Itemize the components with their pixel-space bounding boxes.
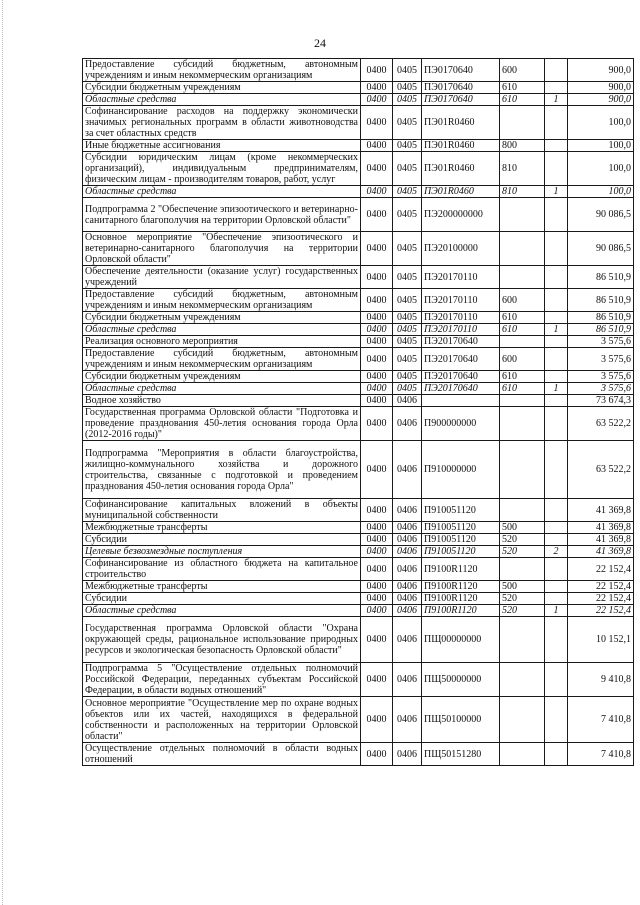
table-row <box>83 558 634 581</box>
table-cell-target-code: ПЭ20170110 <box>422 266 500 289</box>
table-cell-subsection: 0406 <box>393 534 422 546</box>
table-row <box>83 94 634 106</box>
table-cell-amount: 900,0 <box>568 82 634 94</box>
table-row <box>83 371 634 383</box>
table-cell-section: 0400 <box>361 593 393 605</box>
table-cell-section: 0400 <box>361 617 393 663</box>
table-cell-target-code: ПЭ01R0460 <box>422 140 500 152</box>
table-row <box>83 312 634 324</box>
table-cell-section: 0400 <box>361 581 393 593</box>
table-cell-name: Иные бюджетные ассигнования <box>83 140 361 152</box>
table-cell-subsection: 0405 <box>393 371 422 383</box>
table-cell-name: Субсидии бюджетным учреждениям <box>83 371 361 383</box>
table-cell-amount: 7 410,8 <box>568 743 634 766</box>
table-row <box>83 499 634 522</box>
table-cell-subsection: 0405 <box>393 383 422 395</box>
table-cell-source <box>545 395 568 407</box>
table-cell-section: 0400 <box>361 558 393 581</box>
table-cell-subsection: 0405 <box>393 336 422 348</box>
table-cell-section: 0400 <box>361 348 393 371</box>
table-row <box>83 106 634 140</box>
table-cell-name: Обеспечение деятельности (оказание услуг) государственных учреждений <box>83 266 361 289</box>
table-cell-name: Государственная программа Орловской области "Подготовка и проведение празднования 450-летия основания города Орла (2012-2016 годы)" <box>83 407 361 441</box>
table-cell-section: 0400 <box>361 106 393 140</box>
table-cell-target-code: ПЭ20170110 <box>422 312 500 324</box>
table-cell-target-code: П9100R1120 <box>422 605 500 617</box>
table-row <box>83 743 634 766</box>
table-cell-subsection: 0406 <box>393 499 422 522</box>
table-cell-target-code: ПЩ00000000 <box>422 617 500 663</box>
table-cell-expense-type: 610 <box>500 383 545 395</box>
table-cell-section: 0400 <box>361 152 393 186</box>
table-cell-target-code: ПЭ20170640 <box>422 383 500 395</box>
table-cell-expense-type <box>500 697 545 743</box>
table-cell-target-code: ПЭ20170640 <box>422 371 500 383</box>
table-cell-subsection: 0406 <box>393 663 422 697</box>
table-cell-expense-type: 610 <box>500 94 545 106</box>
table-cell-source <box>545 558 568 581</box>
table-row <box>83 581 634 593</box>
table-cell-subsection: 0406 <box>393 522 422 534</box>
table-cell-target-code: П910051120 <box>422 499 500 522</box>
table-cell-name: Предоставление субсидий бюджетным, автономным учреждениям и иным некоммерческим организациям <box>83 59 361 82</box>
table-cell-source <box>545 289 568 312</box>
table-cell-section: 0400 <box>361 94 393 106</box>
table-cell-target-code <box>422 395 500 407</box>
table-cell-name: Государственная программа Орловской области "Охрана окружающей среды, рациональное использование природных ресурсов и экологическая безопасность Орловской области" <box>83 617 361 663</box>
table-cell-expense-type: 810 <box>500 186 545 198</box>
table-cell-amount: 100,0 <box>568 186 634 198</box>
table-cell-target-code: ПЭ200000000 <box>422 198 500 232</box>
table-cell-amount: 86 510,9 <box>568 324 634 336</box>
table-cell-expense-type: 610 <box>500 82 545 94</box>
table-cell-name: Межбюджетные трансферты <box>83 522 361 534</box>
table-cell-expense-type: 600 <box>500 289 545 312</box>
table-cell-source <box>545 407 568 441</box>
table-cell-section: 0400 <box>361 395 393 407</box>
table-cell-expense-type <box>500 106 545 140</box>
table-cell-source <box>545 82 568 94</box>
table-cell-target-code: П900000000 <box>422 407 500 441</box>
table-cell-subsection: 0406 <box>393 407 422 441</box>
table-cell-target-code: П9100R1120 <box>422 581 500 593</box>
table-cell-section: 0400 <box>361 336 393 348</box>
table-cell-source: 1 <box>545 324 568 336</box>
table-cell-target-code: ПЭ01R0460 <box>422 106 500 140</box>
table-row <box>83 546 634 558</box>
table-cell-amount: 63 522,2 <box>568 407 634 441</box>
table-cell-source <box>545 534 568 546</box>
table-cell-expense-type <box>500 407 545 441</box>
table-cell-amount: 86 510,9 <box>568 312 634 324</box>
table-cell-expense-type: 610 <box>500 371 545 383</box>
table-cell-subsection: 0406 <box>393 605 422 617</box>
table-cell-target-code: П9100R1120 <box>422 593 500 605</box>
table-cell-name: Субсидии бюджетным учреждениям <box>83 82 361 94</box>
table-cell-target-code: ПЭ0170640 <box>422 59 500 82</box>
table-cell-section: 0400 <box>361 312 393 324</box>
table-cell-target-code: ПЭ01R0460 <box>422 186 500 198</box>
table-cell-source: 1 <box>545 94 568 106</box>
table-cell-amount: 100,0 <box>568 152 634 186</box>
table-cell-source <box>545 106 568 140</box>
table-row <box>83 605 634 617</box>
table-cell-amount: 100,0 <box>568 140 634 152</box>
table-cell-name: Софинансирование капитальных вложений в объекты муниципальной собственности <box>83 499 361 522</box>
table-cell-source <box>545 743 568 766</box>
table-cell-name: Областные средства <box>83 605 361 617</box>
table-cell-name: Межбюджетные трансферты <box>83 581 361 593</box>
table-cell-target-code: П910051120 <box>422 546 500 558</box>
table-row <box>83 266 634 289</box>
table-row <box>83 232 634 266</box>
table-row <box>83 348 634 371</box>
table-cell-expense-type: 500 <box>500 522 545 534</box>
table-cell-target-code: П9100R1120 <box>422 558 500 581</box>
table-cell-source <box>545 581 568 593</box>
table-cell-subsection: 0406 <box>393 581 422 593</box>
table-row <box>83 324 634 336</box>
table-cell-amount: 100,0 <box>568 106 634 140</box>
table-row <box>83 59 634 82</box>
table-cell-subsection: 0406 <box>393 395 422 407</box>
table-cell-target-code: ПЭ20170640 <box>422 336 500 348</box>
table-cell-amount: 3 575,6 <box>568 371 634 383</box>
table-row <box>83 395 634 407</box>
table-cell-target-code: ПЩ50100000 <box>422 697 500 743</box>
table-cell-subsection: 0405 <box>393 232 422 266</box>
table-cell-section: 0400 <box>361 697 393 743</box>
table-cell-expense-type <box>500 663 545 697</box>
table-cell-subsection: 0405 <box>393 312 422 324</box>
table-cell-source <box>545 232 568 266</box>
table-cell-name: Субсидии <box>83 534 361 546</box>
table-cell-expense-type <box>500 232 545 266</box>
table-cell-section: 0400 <box>361 383 393 395</box>
table-cell-subsection: 0405 <box>393 266 422 289</box>
table-cell-target-code: П910000000 <box>422 441 500 499</box>
table-cell-expense-type <box>500 266 545 289</box>
table-cell-amount: 63 522,2 <box>568 441 634 499</box>
table-cell-expense-type: 520 <box>500 593 545 605</box>
table-cell-amount: 22 152,4 <box>568 581 634 593</box>
table-row <box>83 140 634 152</box>
table-row <box>83 697 634 743</box>
budget-table <box>82 58 634 766</box>
table-row <box>83 186 634 198</box>
table-cell-subsection: 0405 <box>393 198 422 232</box>
table-cell-target-code: П910051120 <box>422 522 500 534</box>
table-cell-subsection: 0406 <box>393 617 422 663</box>
table-cell-target-code: ПЭ20170110 <box>422 289 500 312</box>
table-cell-expense-type: 800 <box>500 140 545 152</box>
table-cell-subsection: 0405 <box>393 59 422 82</box>
table-cell-amount: 90 086,5 <box>568 198 634 232</box>
table-cell-expense-type <box>500 198 545 232</box>
table-cell-section: 0400 <box>361 534 393 546</box>
table-cell-name: Субсидии <box>83 593 361 605</box>
table-cell-target-code: ПЭ20100000 <box>422 232 500 266</box>
table-cell-name: Софинансирование из областного бюджета на капитальное строительство <box>83 558 361 581</box>
table-cell-section: 0400 <box>361 743 393 766</box>
table-cell-subsection: 0406 <box>393 697 422 743</box>
table-row <box>83 407 634 441</box>
table-cell-expense-type <box>500 499 545 522</box>
table-cell-expense-type <box>500 395 545 407</box>
table-cell-source <box>545 59 568 82</box>
table-cell-amount: 900,0 <box>568 59 634 82</box>
table-cell-name: Подпрограмма 2 "Обеспечение эпизоотического и ветеринарно-санитарного благополучия на территории Орловской области" <box>83 198 361 232</box>
table-cell-source <box>545 522 568 534</box>
table-cell-expense-type: 610 <box>500 312 545 324</box>
table-cell-expense-type: 520 <box>500 546 545 558</box>
table-cell-section: 0400 <box>361 266 393 289</box>
table-cell-section: 0400 <box>361 441 393 499</box>
table-cell-section: 0400 <box>361 140 393 152</box>
table-row <box>83 152 634 186</box>
table-cell-name: Основное мероприятие "Осуществление мер по охране водных объектов или их частей, находящихся в федеральной собственности и расположенных на территории Орловской области" <box>83 697 361 743</box>
table-cell-amount: 900,0 <box>568 94 634 106</box>
table-row <box>83 198 634 232</box>
table-cell-expense-type <box>500 617 545 663</box>
table-cell-subsection: 0405 <box>393 289 422 312</box>
table-cell-amount: 41 369,8 <box>568 534 634 546</box>
table-cell-section: 0400 <box>361 232 393 266</box>
table-cell-section: 0400 <box>361 59 393 82</box>
table-cell-source <box>545 198 568 232</box>
table-cell-subsection: 0406 <box>393 441 422 499</box>
table-cell-source <box>545 499 568 522</box>
table-cell-source: 1 <box>545 383 568 395</box>
table-cell-amount: 73 674,3 <box>568 395 634 407</box>
table-cell-source: 2 <box>545 546 568 558</box>
table-cell-amount: 90 086,5 <box>568 232 634 266</box>
table-cell-expense-type: 520 <box>500 534 545 546</box>
table-cell-name: Подпрограмма 5 "Осуществление отдельных полномочий Российской Федерации, переданных субъектам Российской Федерации, в области водных отношений" <box>83 663 361 697</box>
table-cell-name: Софинансирование расходов на поддержку экономически значимых региональных программ в области животноводства за счет областных средств <box>83 106 361 140</box>
table-cell-subsection: 0405 <box>393 324 422 336</box>
table-row <box>83 522 634 534</box>
table-row <box>83 441 634 499</box>
table-cell-target-code: ПЩ50151280 <box>422 743 500 766</box>
table-cell-target-code: ПЭ0170640 <box>422 94 500 106</box>
table-cell-amount: 10 152,1 <box>568 617 634 663</box>
table-cell-name: Областные средства <box>83 324 361 336</box>
table-cell-target-code: ПЩ50000000 <box>422 663 500 697</box>
table-cell-name: Областные средства <box>83 94 361 106</box>
scan-edge-mark <box>2 0 5 905</box>
table-row <box>83 289 634 312</box>
table-cell-name: Целевые безвозмездные поступления <box>83 546 361 558</box>
table-cell-source: 1 <box>545 605 568 617</box>
table-row <box>83 617 634 663</box>
table-cell-section: 0400 <box>361 499 393 522</box>
table-cell-source <box>545 697 568 743</box>
table-cell-source <box>545 441 568 499</box>
table-cell-source <box>545 312 568 324</box>
table-cell-amount: 86 510,9 <box>568 289 634 312</box>
table-cell-source <box>545 617 568 663</box>
table-cell-source <box>545 348 568 371</box>
table-row <box>83 383 634 395</box>
table-cell-source <box>545 371 568 383</box>
table-cell-name: Подпрограмма "Мероприятия в области благоустройства, жилищно-коммунального хозяйства и дорожного строительства, связанные с подготовкой и проведением празднования 450-летия основания города Орла" <box>83 441 361 499</box>
table-cell-subsection: 0405 <box>393 348 422 371</box>
table-cell-section: 0400 <box>361 198 393 232</box>
table-cell-target-code: ПЭ20170110 <box>422 324 500 336</box>
table-cell-subsection: 0406 <box>393 558 422 581</box>
table-cell-name: Осуществление отдельных полномочий в области водных отношений <box>83 743 361 766</box>
table-cell-amount: 41 369,8 <box>568 499 634 522</box>
table-cell-subsection: 0405 <box>393 82 422 94</box>
table-cell-name: Областные средства <box>83 186 361 198</box>
table-row <box>83 593 634 605</box>
table-cell-target-code: ПЭ20170640 <box>422 348 500 371</box>
table-cell-subsection: 0405 <box>393 152 422 186</box>
table-cell-amount: 22 152,4 <box>568 605 634 617</box>
table-cell-section: 0400 <box>361 546 393 558</box>
table-cell-target-code: ПЭ01R0460 <box>422 152 500 186</box>
table-cell-expense-type: 600 <box>500 59 545 82</box>
table-cell-subsection: 0405 <box>393 140 422 152</box>
table-cell-name: Реализация основного мероприятия <box>83 336 361 348</box>
table-cell-amount: 3 575,6 <box>568 336 634 348</box>
table-row <box>83 336 634 348</box>
table-cell-name: Предоставление субсидий бюджетным, автономным учреждениям и иным некоммерческим организациям <box>83 348 361 371</box>
table-cell-name: Водное хозяйство <box>83 395 361 407</box>
table-cell-section: 0400 <box>361 289 393 312</box>
table-cell-source: 1 <box>545 186 568 198</box>
table-cell-section: 0400 <box>361 663 393 697</box>
table-cell-section: 0400 <box>361 407 393 441</box>
table-cell-amount: 9 410,8 <box>568 663 634 697</box>
table-cell-name: Предоставление субсидий бюджетным, автономным учреждениям и иным некоммерческим организациям <box>83 289 361 312</box>
table-cell-name: Областные средства <box>83 383 361 395</box>
table-cell-section: 0400 <box>361 82 393 94</box>
table-cell-subsection: 0406 <box>393 593 422 605</box>
table-cell-target-code: ПЭ0170640 <box>422 82 500 94</box>
table-cell-amount: 3 575,6 <box>568 383 634 395</box>
table-cell-expense-type <box>500 336 545 348</box>
table-cell-section: 0400 <box>361 605 393 617</box>
table-cell-section: 0400 <box>361 522 393 534</box>
table-cell-source <box>545 336 568 348</box>
table-cell-subsection: 0406 <box>393 743 422 766</box>
table-cell-expense-type <box>500 558 545 581</box>
table-cell-amount: 3 575,6 <box>568 348 634 371</box>
table-cell-name: Субсидии бюджетным учреждениям <box>83 312 361 324</box>
table-cell-subsection: 0405 <box>393 106 422 140</box>
table-cell-expense-type: 610 <box>500 324 545 336</box>
table-cell-expense-type: 600 <box>500 348 545 371</box>
table-cell-amount: 7 410,8 <box>568 697 634 743</box>
table-cell-amount: 22 152,4 <box>568 558 634 581</box>
table-cell-source <box>545 140 568 152</box>
page-number: 24 <box>314 36 326 50</box>
table-cell-source <box>545 152 568 186</box>
table-cell-subsection: 0405 <box>393 186 422 198</box>
table-cell-section: 0400 <box>361 186 393 198</box>
table-cell-subsection: 0406 <box>393 546 422 558</box>
table-cell-section: 0400 <box>361 324 393 336</box>
table-cell-expense-type <box>500 743 545 766</box>
table-cell-source <box>545 593 568 605</box>
table-cell-name: Основное мероприятие "Обеспечение эпизоотического и ветеринарно-санитарного благополучия на территории Орловской области" <box>83 232 361 266</box>
table-cell-subsection: 0405 <box>393 94 422 106</box>
table-cell-source <box>545 663 568 697</box>
table-cell-name: Субсидии юридическим лицам (кроме некоммерческих организаций), индивидуальным предпринимателям, физическим лицам - производителям товаров, работ, услуг <box>83 152 361 186</box>
table-cell-expense-type: 500 <box>500 581 545 593</box>
table-cell-expense-type: 520 <box>500 605 545 617</box>
table-row <box>83 82 634 94</box>
table-row <box>83 663 634 697</box>
table-cell-target-code: П910051120 <box>422 534 500 546</box>
table-cell-expense-type <box>500 441 545 499</box>
table-cell-amount: 22 152,4 <box>568 593 634 605</box>
table-cell-amount: 86 510,9 <box>568 266 634 289</box>
table-cell-expense-type: 810 <box>500 152 545 186</box>
table-cell-amount: 41 369,8 <box>568 522 634 534</box>
table-cell-source <box>545 266 568 289</box>
table-row <box>83 534 634 546</box>
table-cell-amount: 41 369,8 <box>568 546 634 558</box>
table-cell-section: 0400 <box>361 371 393 383</box>
